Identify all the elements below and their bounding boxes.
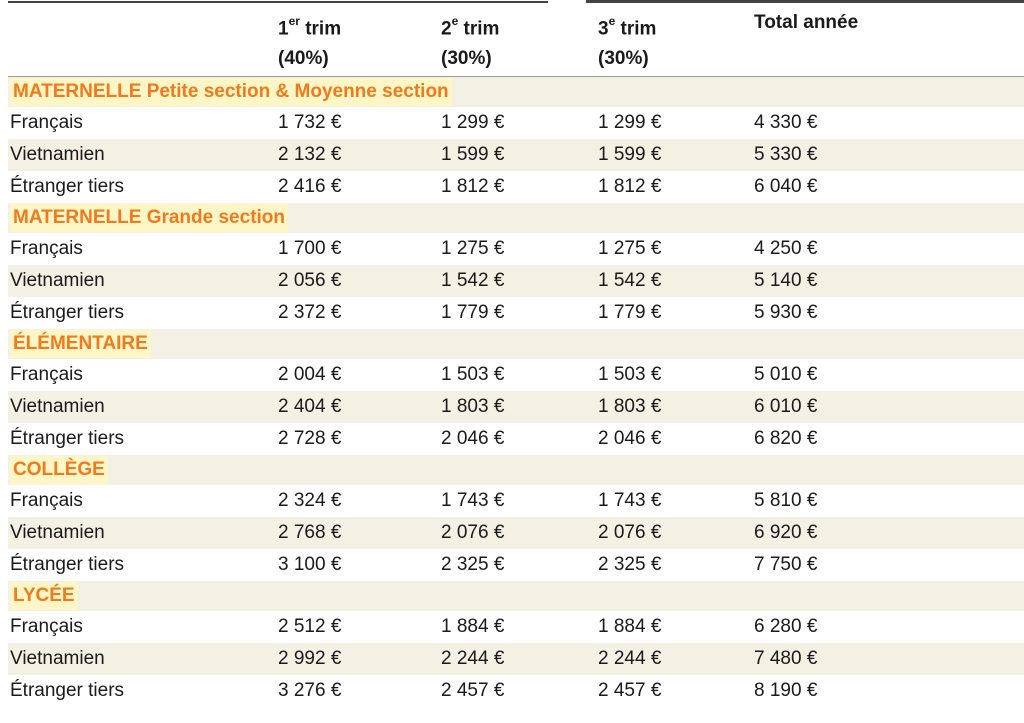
trim-1-cell: 3 276 €	[278, 680, 342, 701]
trim-3-cell: 2 457 €	[598, 680, 662, 701]
section-header-row	[8, 581, 1024, 611]
total-year-cell: 5 930 €	[754, 302, 818, 323]
row-label-cell: Étranger tiers	[10, 554, 125, 575]
trim-2-cell: 1 503 €	[441, 364, 505, 385]
total-year-cell: 6 040 €	[754, 176, 818, 197]
section-header-cell	[8, 203, 1024, 233]
header-trim-1	[278, 2, 441, 77]
row-label-cell: Étranger tiers	[10, 680, 125, 701]
trim-1-cell: 2 004 €	[278, 364, 342, 385]
trim-3-cell: 1 503 €	[598, 364, 662, 385]
section-header-cell	[8, 77, 1024, 108]
header-trim-1-sup: er	[288, 14, 300, 28]
trim-3-cell: 1 779 €	[598, 302, 662, 323]
trim-2-cell: 1 599 €	[441, 139, 598, 171]
trim-1-cell: 1 700 €	[278, 238, 342, 259]
row-label-cell: Vietnamien	[8, 265, 278, 297]
table-row	[8, 265, 1024, 297]
trim-1-cell: 2 404 €	[278, 391, 441, 423]
section-header-row	[8, 455, 1024, 485]
header-trim-3-number: 3	[598, 18, 609, 40]
row-label-cell: Étranger tiers	[10, 302, 125, 323]
total-year-cell: 6 920 €	[754, 517, 1024, 549]
section-title: LYCÉE	[10, 582, 78, 610]
trim-2-cell: 2 046 €	[441, 428, 505, 449]
table-body	[8, 77, 1024, 708]
trim-3-cell: 2 046 €	[598, 428, 662, 449]
trim-3-cell: 2 244 €	[598, 643, 754, 675]
total-year-cell: 4 330 €	[754, 112, 818, 133]
trim-1-cell: 3 100 €	[278, 554, 342, 575]
trim-2-cell: 1 779 €	[441, 302, 505, 323]
row-label-cell: Français	[10, 490, 83, 511]
table-row	[8, 391, 1024, 423]
total-year-cell: 5 330 €	[754, 139, 1024, 171]
table-row	[8, 139, 1024, 171]
trim-1-cell: 2 372 €	[278, 302, 342, 323]
trim-2-cell: 1 812 €	[441, 176, 505, 197]
header-trim-2-number: 2	[441, 18, 452, 40]
table-row	[8, 423, 1024, 455]
row-label-cell: Français	[10, 616, 83, 637]
trim-3-cell: 1 803 €	[598, 391, 754, 423]
row-label-cell: Français	[10, 364, 83, 385]
total-year-cell: 5 810 €	[754, 490, 818, 511]
section-title: COLLÈGE	[10, 456, 108, 484]
table-row	[8, 485, 1024, 517]
trim-2-cell: 2 457 €	[441, 680, 505, 701]
table-row	[8, 549, 1024, 581]
row-label-cell: Vietnamien	[8, 643, 278, 675]
table-row	[8, 517, 1024, 549]
table-row	[8, 359, 1024, 391]
section-header-row	[8, 329, 1024, 359]
header-trim-2	[441, 2, 598, 77]
row-label-cell: Français	[10, 112, 83, 133]
trim-2-cell: 1 743 €	[441, 490, 505, 511]
header-total-year: Total année	[754, 12, 859, 33]
row-label-cell: Vietnamien	[8, 391, 278, 423]
table-row	[8, 643, 1024, 675]
trim-3-cell: 1 542 €	[598, 265, 754, 297]
total-year-cell: 6 010 €	[754, 391, 1024, 423]
trim-1-cell: 2 324 €	[278, 490, 342, 511]
trim-3-cell: 1 812 €	[598, 176, 662, 197]
trim-1-cell: 2 992 €	[278, 643, 441, 675]
trim-1-cell: 2 728 €	[278, 428, 342, 449]
row-label-cell: Vietnamien	[8, 139, 278, 171]
row-label-cell: Vietnamien	[8, 517, 278, 549]
table-row	[8, 233, 1024, 265]
section-title: ÉLÉMENTAIRE	[10, 330, 151, 358]
row-label-cell: Français	[10, 238, 83, 259]
total-year-cell: 6 280 €	[754, 616, 818, 637]
trim-2-cell: 2 076 €	[441, 517, 598, 549]
row-label-cell: Étranger tiers	[10, 428, 125, 449]
total-year-cell: 5 010 €	[754, 364, 818, 385]
header-trim-2-sup: e	[451, 14, 459, 28]
trim-2-cell: 1 275 €	[441, 238, 505, 259]
trim-3-cell: 1 599 €	[598, 139, 754, 171]
header-trim-1-percent: (40%)	[278, 48, 329, 70]
total-year-cell: 4 250 €	[754, 238, 818, 259]
section-title: MATERNELLE Grande section	[10, 204, 288, 232]
trim-2-cell: 1 542 €	[441, 265, 598, 297]
trim-2-cell: 1 299 €	[441, 112, 505, 133]
total-year-cell: 6 820 €	[754, 428, 818, 449]
trim-2-cell: 1 803 €	[441, 391, 598, 423]
total-year-cell: 7 480 €	[754, 643, 1024, 675]
trim-1-cell: 1 732 €	[278, 112, 342, 133]
trim-2-cell: 2 244 €	[441, 643, 598, 675]
total-year-cell: 5 140 €	[754, 265, 1024, 297]
section-header-row	[8, 77, 1024, 108]
trim-2-cell: 1 884 €	[441, 616, 505, 637]
trim-3-cell: 1 275 €	[598, 238, 662, 259]
section-header-cell	[8, 455, 1024, 485]
tuition-fees-table	[8, 2, 1024, 707]
trim-1-cell: 2 768 €	[278, 517, 441, 549]
trim-3-cell: 1 299 €	[598, 112, 662, 133]
section-header-row	[8, 203, 1024, 233]
trim-1-cell: 2 132 €	[278, 139, 441, 171]
section-title: MATERNELLE Petite section & Moyenne section	[10, 78, 452, 106]
table-row	[8, 107, 1024, 139]
header-trim-3-percent: (30%)	[598, 48, 649, 70]
header-trim-2-percent: (30%)	[441, 48, 492, 70]
trim-1-cell: 2 416 €	[278, 176, 342, 197]
header-row	[8, 2, 1024, 77]
table-row	[8, 675, 1024, 707]
header-trim-2-word: trim	[463, 18, 500, 40]
total-year-cell: 7 750 €	[754, 554, 818, 575]
section-header-cell	[8, 581, 1024, 611]
table-row	[8, 611, 1024, 643]
header-empty	[8, 2, 278, 77]
header-trim-3	[598, 2, 754, 77]
trim-3-cell: 1 743 €	[598, 490, 662, 511]
trim-1-cell: 2 512 €	[278, 616, 342, 637]
trim-3-cell: 2 076 €	[598, 517, 754, 549]
trim-2-cell: 2 325 €	[441, 554, 505, 575]
table-row	[8, 297, 1024, 329]
table-row	[8, 171, 1024, 203]
section-header-cell	[8, 329, 1024, 359]
header-trim-1-number: 1	[278, 18, 289, 40]
header-trim-1-word: trim	[305, 18, 342, 40]
header-trim-3-word: trim	[620, 18, 657, 40]
total-year-cell: 8 190 €	[754, 680, 818, 701]
trim-3-cell: 1 884 €	[598, 616, 662, 637]
row-label-cell: Étranger tiers	[10, 176, 125, 197]
trim-3-cell: 2 325 €	[598, 554, 662, 575]
trim-1-cell: 2 056 €	[278, 265, 441, 297]
header-trim-3-sup: e	[608, 14, 616, 28]
